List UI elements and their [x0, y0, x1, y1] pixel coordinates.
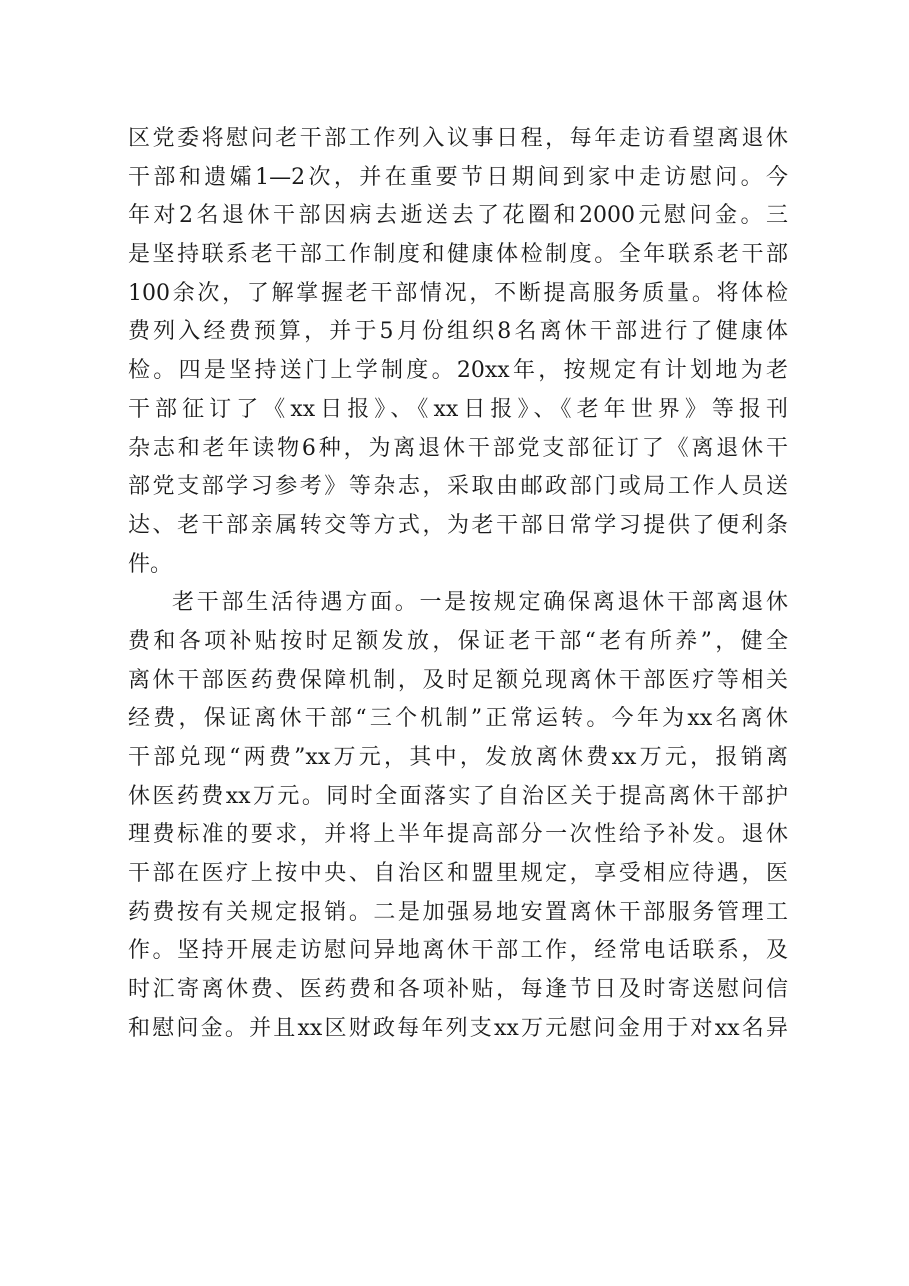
- paragraph-line: 干部兑现“两费”xx万元，其中，发放离休费xx万元，报销离: [128, 745, 788, 770]
- paragraph-line: 时汇寄离休费、医药费和各项补贴，每逢节日及时寄送慰问信: [128, 977, 788, 1003]
- paragraph-line: 经费，保证离休干部“三个机制”正常运转。今年为xx名离休: [128, 706, 788, 732]
- paragraph-line: 干部在医疗上按中央、自治区和盟里规定，享受相应待遇，医: [128, 861, 788, 887]
- paragraph-line: 干部征订了《xx日报》、《xx日报》、《老年世界》等报刊: [128, 396, 788, 422]
- paragraph-line: 费和各项补贴按时足额发放，保证老干部“老有所养”，健全: [128, 628, 788, 654]
- paragraph-line: 杂志和老年读物6种，为离退休干部党支部征订了《离退休干: [128, 435, 788, 461]
- paragraph-line: 100余次，了解掌握老干部情况，不断提高服务质量。将体检: [128, 280, 788, 306]
- paragraph-line: 区党委将慰问老干部工作列入议事日程，每年走访看望离退休: [128, 126, 788, 151]
- paragraph-line: 休医药费xx万元。同时全面落实了自治区关于提高离休干部护: [128, 783, 788, 809]
- paragraph-line: 药费按有关规定报销。二是加强易地安置离休干部服务管理工: [128, 899, 788, 925]
- paragraph-2: [128, 584, 788, 1048]
- paragraph-line: 部党支部学习参考》等杂志，采取由邮政部门或局工作人员送: [128, 474, 788, 500]
- paragraph-line: 达、老干部亲属转交等方式，为老干部日常学习提供了便利条: [128, 512, 788, 538]
- document-body: [128, 120, 788, 1049]
- paragraph-line: 作。坚持开展走访慰问异地离休干部工作，经常电话联系，及: [128, 938, 788, 964]
- paragraph-line: 件。: [128, 551, 173, 577]
- paragraph-1: [128, 120, 788, 584]
- paragraph-line: 和慰问金。并且xx区财政每年列支xx万元慰问金用于对xx名异: [128, 1015, 788, 1041]
- paragraph-line: 离休干部医药费保障机制，及时足额兑现离休干部医疗等相关: [128, 667, 788, 693]
- paragraph-line: 理费标准的要求，并将上半年提高部分一次性给予补发。退休: [128, 822, 788, 848]
- paragraph-line: 年对2名退休干部因病去逝送去了花圈和2000元慰问金。三: [128, 203, 788, 229]
- paragraph-line: 检。四是坚持送门上学制度。20xx年，按规定有计划地为老: [128, 358, 788, 384]
- paragraph-line: 是坚持联系老干部工作制度和健康体检制度。全年联系老干部: [128, 242, 788, 268]
- paragraph-line: 干部和遗孀1—2次，并在重要节日期间到家中走访慰问。今: [128, 164, 788, 190]
- paragraph-line: 老干部生活待遇方面。一是按规定确保离退休干部离退休: [172, 590, 788, 616]
- paragraph-line: 费列入经费预算，并于5月份组织8名离休干部进行了健康体: [128, 319, 788, 345]
